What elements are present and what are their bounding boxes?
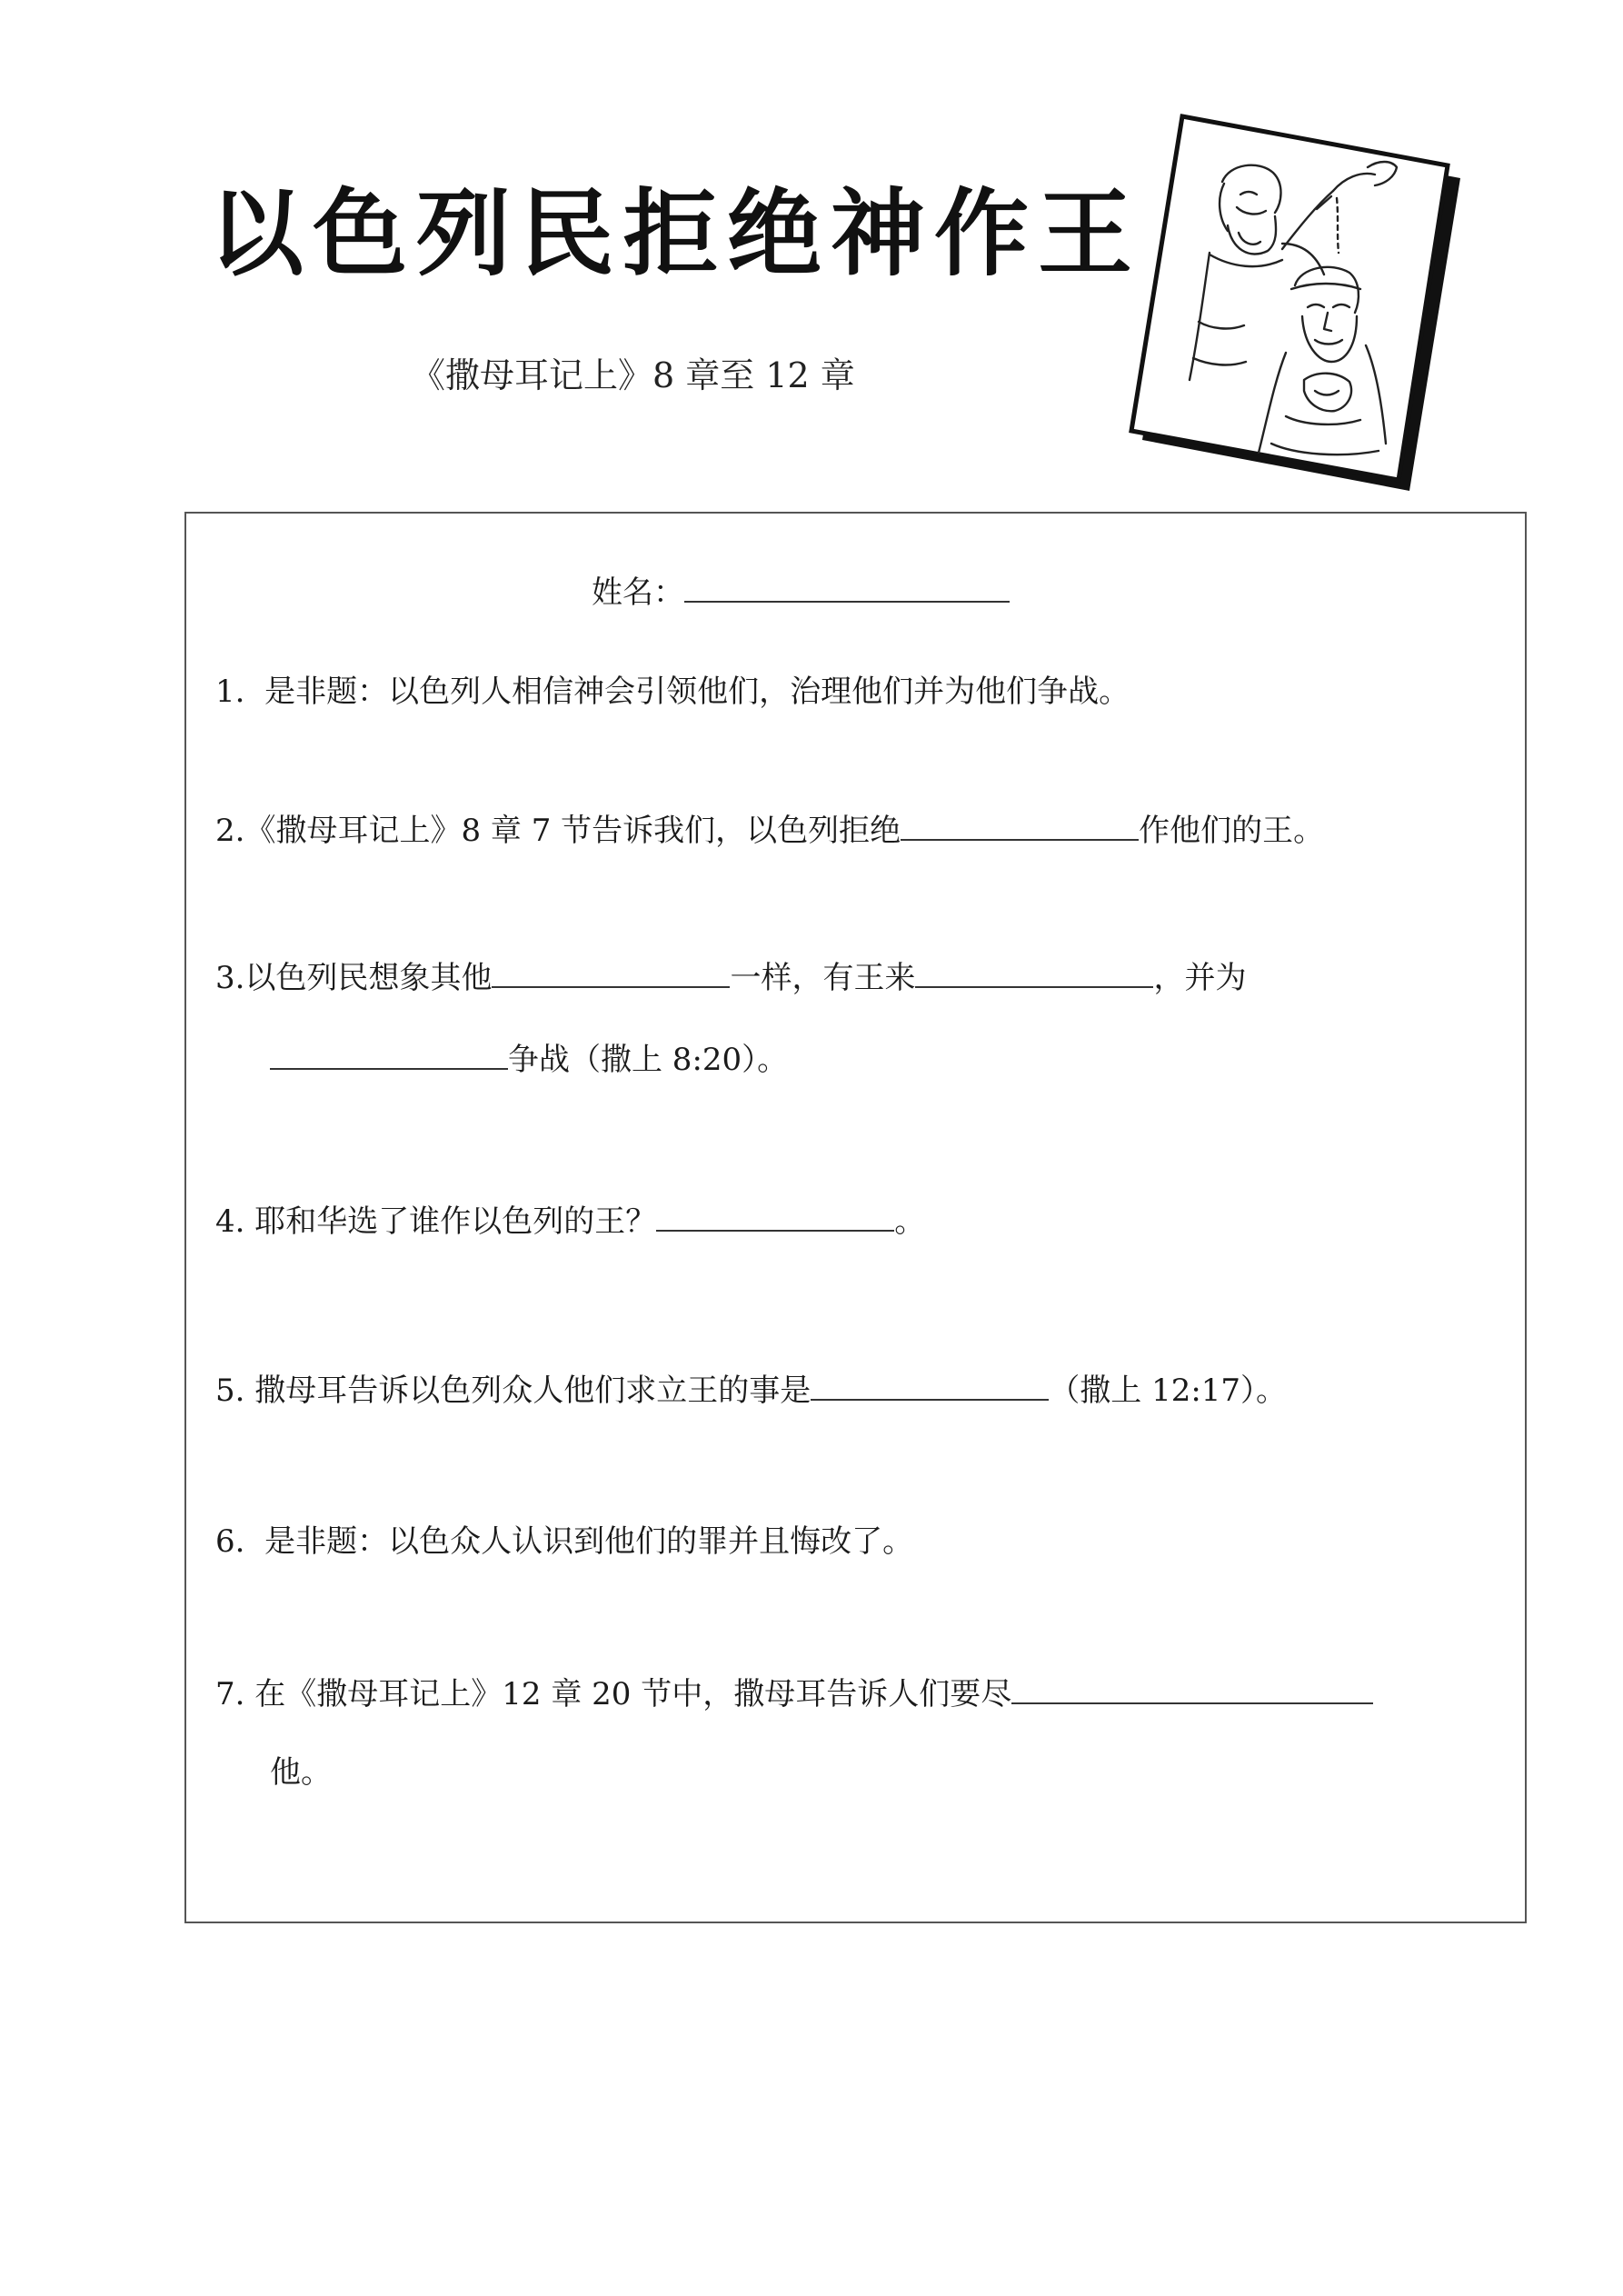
- question-2-text-b: 作他们的王。: [1139, 813, 1325, 849]
- question-3-continuation: [270, 1041, 789, 1078]
- question-3-blank-2[interactable]: [915, 959, 1153, 988]
- question-7-continuation: [270, 1754, 332, 1791]
- name-blank[interactable]: [684, 574, 1010, 603]
- question-5-text-b: （撒上 12:17）。: [1049, 1373, 1288, 1409]
- question-3: [215, 959, 1247, 996]
- question-4-text-b: 。: [894, 1203, 926, 1240]
- question-5-text-a: 撒母耳告诉以色列众人他们求立王的事是: [254, 1373, 812, 1409]
- name-row: [592, 574, 1010, 611]
- question-3-blank-3[interactable]: [270, 1041, 508, 1070]
- question-3-number: 3.: [215, 960, 245, 996]
- question-1-text: 是非题：以色列人相信神会引领他们，治理他们并为他们争战。: [264, 674, 1130, 710]
- question-1-number: 1.: [215, 674, 245, 710]
- question-4-text-a: 耶和华选了谁作以色列的王？: [254, 1203, 657, 1240]
- question-2: [215, 812, 1325, 849]
- question-2-blank[interactable]: [901, 812, 1139, 841]
- question-6-number: 6.: [215, 1523, 245, 1560]
- question-3-text-a: 以色列民想象其他: [244, 960, 493, 996]
- question-1: [215, 674, 1130, 710]
- question-5-number: 5.: [215, 1373, 245, 1409]
- question-3-text-c: ，并为: [1153, 960, 1247, 996]
- question-7-text-a: 在《撒母耳记上》12 章 20 节中，撒母耳告诉人们要尽: [254, 1676, 1012, 1712]
- question-7: [215, 1675, 1373, 1710]
- question-3-blank-1[interactable]: [492, 959, 730, 988]
- samuel-anointing-saul-illustration: [1122, 107, 1468, 498]
- question-4-number: 4.: [215, 1203, 245, 1240]
- question-6-text: 是非题：以色众人认识到他们的罪并且悔改了。: [264, 1523, 914, 1560]
- question-2-number: 2.: [215, 813, 245, 849]
- worksheet-box: [184, 512, 1527, 1923]
- question-2-text-a: 《撒母耳记上》8 章 7 节告诉我们，以色列拒绝: [244, 813, 901, 849]
- question-7-number: 7.: [215, 1676, 245, 1712]
- question-6: [215, 1523, 914, 1560]
- scripture-reference: 《撒母耳记上》8 章至 12 章: [411, 355, 855, 395]
- question-4: [215, 1203, 926, 1240]
- question-7-blank[interactable]: [1011, 1675, 1373, 1704]
- question-5-blank[interactable]: [811, 1372, 1049, 1401]
- question-5: [215, 1372, 1288, 1409]
- question-7-text-b: 他。: [270, 1754, 332, 1791]
- question-3-text-b: 一样，有王来: [730, 960, 916, 996]
- worksheet-title: 以色列民拒绝神作王: [209, 178, 1142, 289]
- question-4-blank[interactable]: [656, 1203, 894, 1232]
- question-3-text-d: 争战（撒上 8:20）。: [508, 1042, 789, 1078]
- name-label: 姓名：: [592, 574, 684, 611]
